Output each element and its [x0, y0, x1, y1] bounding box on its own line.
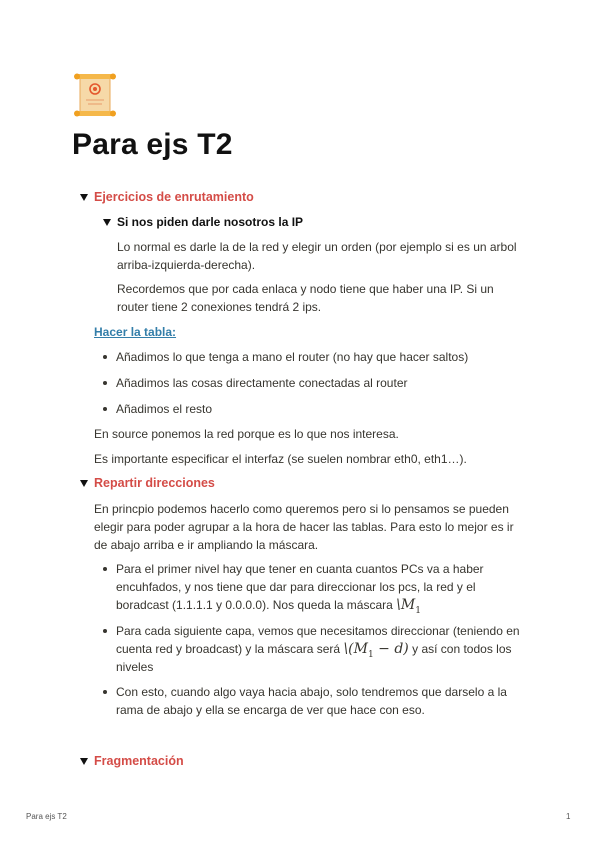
list-item: Añadimos lo que tenga a mano el router (no hay que hacer saltos)	[116, 350, 469, 364]
paragraph: Es importante especificar el interfaz (se suelen nombrar eth0, eth1…).	[94, 452, 467, 466]
toggle-fragmentacion[interactable]	[80, 754, 184, 768]
toggle-arrow-icon[interactable]	[80, 758, 88, 765]
paragraph-line: Lo normal es darle la de la red y elegir un orden (por ejemplo si es un arbol	[117, 240, 517, 254]
paragraph-line: arriba-izquierda-derecha).	[117, 258, 256, 272]
bullet-dot	[103, 407, 107, 411]
page-title: Para ejs T2	[72, 128, 233, 161]
paragraph-line: router tiene 2 conexiones tendrá 2 ips.	[117, 300, 322, 314]
list-item-line	[116, 596, 421, 620]
paragraph-line: de abajo arriba e ir ampliando la máscara.	[94, 538, 319, 552]
math-text: \(M	[343, 641, 368, 657]
list-item-text: y así con todos los	[412, 642, 512, 656]
toggle-enrutamiento[interactable]	[80, 190, 254, 204]
toggle-arrow-icon[interactable]	[80, 480, 88, 487]
toggle-arrow-icon[interactable]	[103, 219, 111, 226]
math-expression	[343, 641, 409, 660]
bullet-dot	[103, 629, 107, 633]
list-item-text: boradcast (1.1.1.1 y 0.0.0.0). Nos queda la máscara	[116, 598, 393, 612]
bullet-dot	[103, 381, 107, 385]
toggle-arrow-icon[interactable]	[80, 194, 88, 201]
bullet-dot	[103, 690, 107, 694]
list-item-line: rama de abajo y ella se encarga de ver que hace con eso.	[116, 703, 425, 717]
list-item-line	[116, 640, 512, 664]
toggle-heading: Ejercicios de enrutamiento	[94, 190, 254, 204]
scroll-icon	[72, 72, 118, 118]
paragraph-line: elegir para poder agrupar a la hora de hacer las tablas. Para esto lo mejor es ir	[94, 520, 514, 534]
math-expression	[396, 597, 421, 616]
math-text: M	[400, 597, 416, 613]
list-item-line: Para cada siguiente capa, vemos que necesitamos direccionar (teniendo en	[116, 624, 520, 638]
list-item-text: cuenta red y broadcast) y la máscara será	[116, 642, 341, 656]
list-item: Añadimos el resto	[116, 402, 213, 416]
math-text: \	[396, 597, 401, 613]
toggle-si-nos-piden[interactable]	[103, 215, 303, 229]
paragraph-line: En princpio podemos hacerlo como queremos pero si lo pensamos se pueden	[94, 502, 509, 516]
list-item-line: encuhfados, y nos tiene que dar para direccionar los pcs, la red y el	[116, 580, 476, 594]
bullet-dot	[103, 355, 107, 359]
list-item: Añadimos las cosas directamente conectadas al router	[116, 376, 408, 390]
math-subscript: 1	[415, 605, 421, 616]
toggle-repartir[interactable]	[80, 476, 215, 490]
hacer-la-tabla-link[interactable]: Hacer la tabla:	[94, 325, 177, 339]
list-item-line: Con esto, cuando algo vaya hacia abajo, solo tendremos que darselo a la	[116, 685, 507, 699]
list-item-line: niveles	[116, 660, 154, 674]
toggle-heading: Si nos piden darle nosotros la IP	[117, 215, 304, 229]
bullet-dot	[103, 567, 107, 571]
footer-title: Para ejs T2	[26, 812, 67, 821]
toggle-heading: Repartir direcciones	[94, 476, 215, 490]
page-number: 1	[566, 812, 571, 821]
list-item-line: Para el primer nivel hay que tener en cuanta cuantos PCs va a haber	[116, 562, 484, 576]
paragraph: En source ponemos la red porque es lo que nos interesa.	[94, 427, 399, 441]
toggle-heading: Fragmentación	[94, 754, 184, 768]
paragraph-line: Recordemos que por cada enlaca y nodo tiene que haber una IP. Si un	[117, 282, 494, 296]
math-subscript: 1	[367, 649, 374, 660]
math-text: − d)	[373, 641, 409, 657]
